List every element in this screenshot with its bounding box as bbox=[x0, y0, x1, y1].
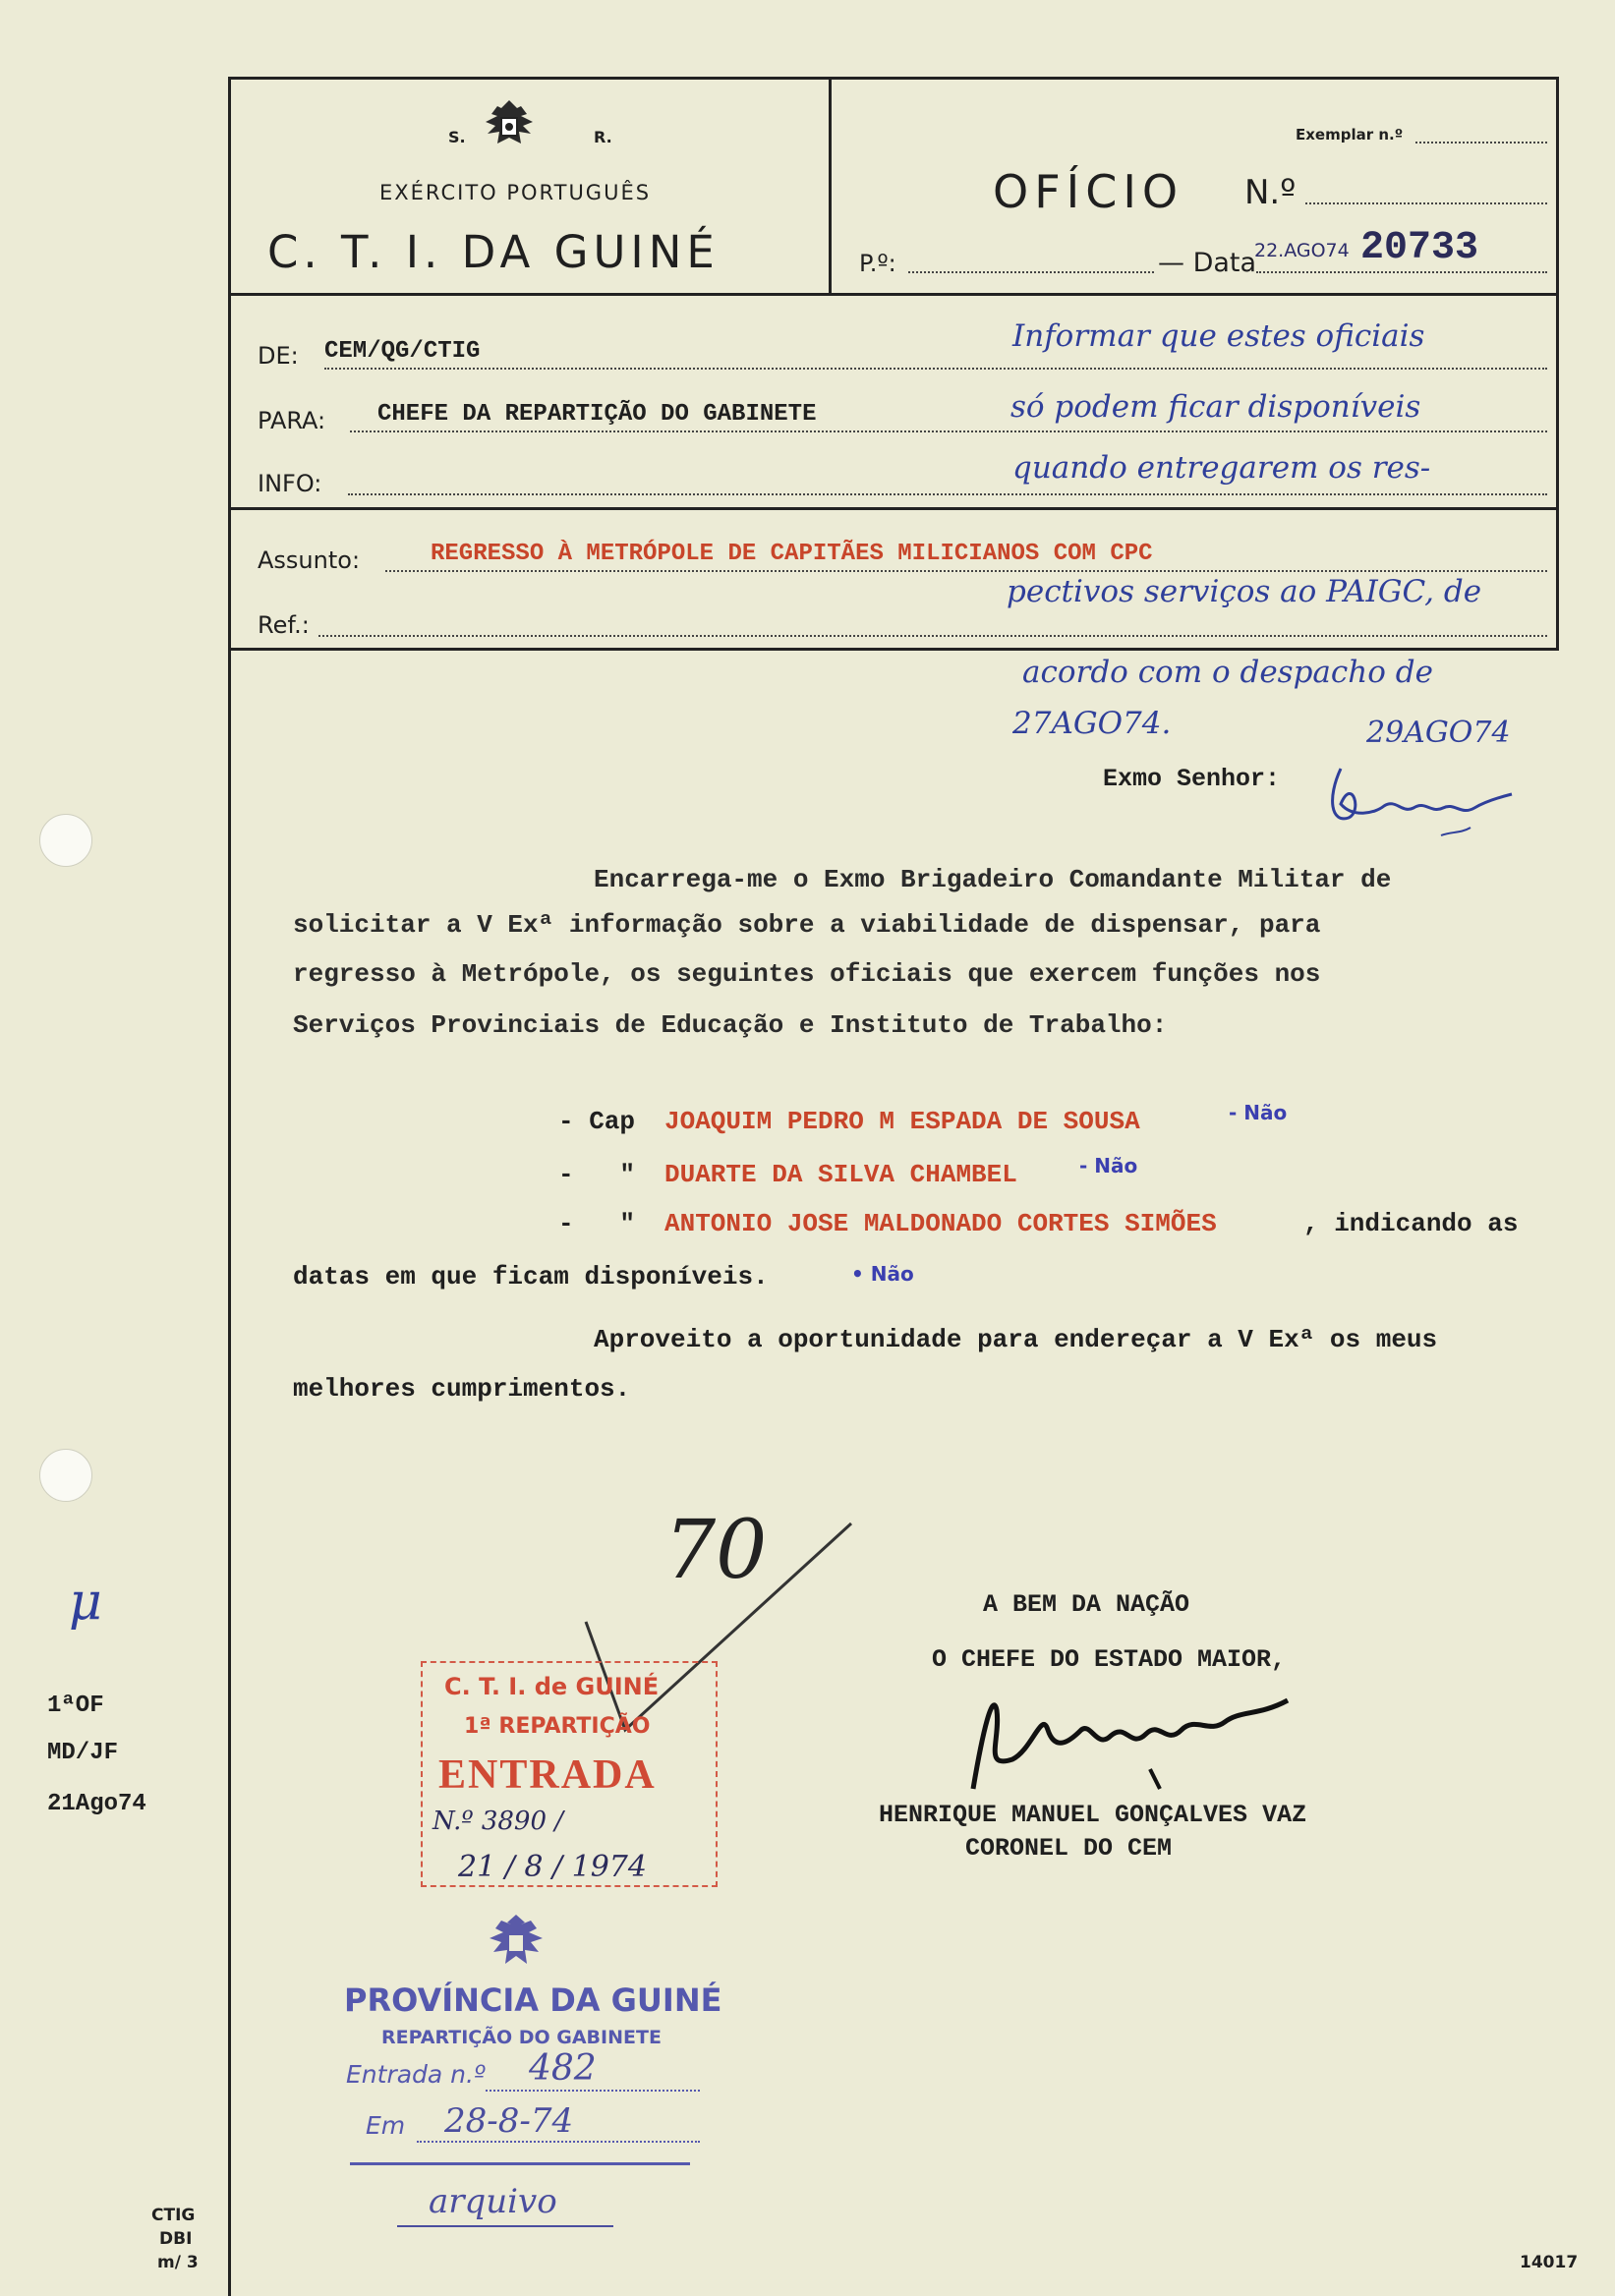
provincia-crest-icon bbox=[482, 1911, 550, 1972]
provincia-entrada-line bbox=[486, 2090, 700, 2092]
entrada-stamp-date: 21 / 8 / 1974 bbox=[458, 1850, 647, 1884]
paragraph1-line1: Encarrega-me o Exmo Brigadeiro Comandante Militar de bbox=[594, 865, 1392, 894]
unit-title: C. T. I. DA GUINÉ bbox=[267, 226, 720, 278]
closing-line2: melhores cumprimentos. bbox=[293, 1374, 631, 1404]
subject-handnote-3: 27AGO74. bbox=[1012, 706, 1172, 741]
signatory-rank: CORONEL DO CEM bbox=[965, 1834, 1173, 1863]
info-label: INFO: bbox=[258, 470, 322, 497]
de-line bbox=[324, 368, 1547, 370]
header-divider-2 bbox=[228, 507, 1556, 510]
routing-handnote-3: quando entregarem os res- bbox=[1012, 450, 1431, 486]
assunto-line bbox=[385, 570, 1547, 572]
para-line bbox=[350, 430, 1547, 432]
paragraph1-line3: regresso à Metrópole, os seguintes oficiais que exercem funções nos bbox=[293, 959, 1321, 989]
officer-1-name: JOAQUIM PEDRO M ESPADA DE SOUSA bbox=[664, 1107, 1140, 1136]
handwritten-number: 70 bbox=[664, 1504, 768, 1597]
de-value: CEM/QG/CTIG bbox=[324, 338, 481, 365]
subject-handnote-1: pectivos serviços ao PAIGC, de bbox=[1007, 574, 1482, 609]
de-label: DE: bbox=[258, 342, 299, 370]
margin-line-2: MD/JF bbox=[47, 1740, 119, 1766]
header-divider-1 bbox=[228, 293, 1556, 296]
assunto-label: Assunto: bbox=[258, 546, 361, 574]
punch-hole-bottom bbox=[39, 1449, 92, 1502]
provincia-scribble-line bbox=[397, 2225, 613, 2227]
form-code-line-1: CTIG bbox=[151, 2206, 196, 2225]
entrada-stamp-line2: 1ª REPARTIÇÃO bbox=[464, 1714, 651, 1739]
routing-handnote-2: só podem ficar disponíveis bbox=[1010, 389, 1421, 425]
provincia-em-line bbox=[417, 2141, 700, 2143]
entrada-stamp-title: ENTRADA bbox=[438, 1752, 657, 1798]
signatory-name: HENRIQUE MANUEL GONÇALVES VAZ bbox=[879, 1801, 1307, 1829]
punch-hole-top bbox=[39, 814, 92, 867]
routing-handnote-1: Informar que estes oficiais bbox=[1012, 318, 1425, 354]
para-label: PARA: bbox=[258, 407, 326, 434]
seal-r-letter: R. bbox=[594, 128, 612, 146]
exemplar-label: Exemplar n.º bbox=[1296, 126, 1404, 144]
exemplar-line bbox=[1415, 142, 1547, 144]
numero-line bbox=[1305, 202, 1547, 204]
ref-label: Ref.: bbox=[258, 611, 310, 639]
provincia-line1: PROVÍNCIA DA GUINÉ bbox=[344, 1981, 722, 2019]
coat-of-arms-icon bbox=[478, 96, 541, 155]
provincia-line2: REPARTIÇÃO DO GABINETE bbox=[381, 2027, 662, 2048]
provincia-entrada-value: 482 bbox=[529, 2048, 597, 2089]
datas-line: datas em que ficam disponíveis. bbox=[293, 1262, 769, 1292]
handwritten-signature bbox=[953, 1671, 1327, 1808]
closing-line1: Aproveito a oportunidade para endereçar a V Exª os meus bbox=[594, 1325, 1438, 1354]
officer-2-name: DUARTE DA SILVA CHAMBEL bbox=[664, 1160, 1017, 1189]
entrada-stamp bbox=[421, 1661, 718, 1887]
p-line bbox=[908, 271, 1154, 273]
subject-side-date: 29AGO74 bbox=[1366, 716, 1511, 750]
data-label: — Data bbox=[1158, 248, 1257, 278]
officer-3-prefix: - " bbox=[558, 1209, 636, 1238]
subject-handnote-2: acordo com o despacho de bbox=[1022, 655, 1433, 690]
entrada-stamp-number: N.º 3890 / bbox=[433, 1807, 564, 1836]
paragraph1-line2: solicitar a V Exª informação sobre a viabilidade de dispensar, para bbox=[293, 910, 1321, 940]
officer-3-suffix: , indicando as bbox=[1303, 1209, 1519, 1238]
seal-s-letter: S. bbox=[448, 128, 466, 146]
officer-1-note: - Não bbox=[1229, 1101, 1288, 1124]
header-divider-vertical bbox=[829, 77, 832, 295]
officer-2-note: - Não bbox=[1079, 1154, 1138, 1177]
officer-3-name: ANTONIO JOSE MALDONADO CORTES SIMÕES bbox=[664, 1209, 1217, 1238]
provincia-scribble: arquivo bbox=[429, 2182, 557, 2221]
form-number: 14017 bbox=[1520, 2253, 1579, 2272]
margin-line-1: 1ªOF bbox=[47, 1693, 104, 1719]
signatory-role: O CHEFE DO ESTADO MAIOR, bbox=[932, 1645, 1287, 1674]
data-line bbox=[1256, 271, 1547, 273]
p-label: P.º: bbox=[859, 250, 896, 277]
margin-mark: μ bbox=[69, 1573, 102, 1632]
provincia-em-label: Em bbox=[366, 2111, 406, 2140]
oficio-label: OFÍCIO bbox=[993, 165, 1184, 218]
para-value: CHEFE DA REPARTIÇÃO DO GABINETE bbox=[377, 401, 817, 428]
form-code-line-2: DBI bbox=[159, 2229, 193, 2249]
paragraph1-line4: Serviços Provinciais de Educação e Instituto de Trabalho: bbox=[293, 1010, 1168, 1040]
entrada-stamp-line1: C. T. I. de GUINÉ bbox=[444, 1673, 660, 1700]
numero-label: N.º bbox=[1244, 173, 1297, 212]
form-code-line-3: m/ 3 bbox=[157, 2253, 199, 2272]
initials-scribble bbox=[1323, 749, 1529, 857]
officer-2-prefix: - " bbox=[558, 1160, 636, 1189]
assunto-value: REGRESSO À METRÓPOLE DE CAPITÃES MILICIANOS COM CPC bbox=[431, 541, 1153, 567]
provincia-box-line bbox=[350, 2162, 690, 2165]
margin-line-3: 21Ago74 bbox=[47, 1791, 146, 1817]
oficio-number: 20733 bbox=[1360, 226, 1479, 270]
info-line bbox=[348, 493, 1547, 495]
army-label: EXÉRCITO PORTUGUÊS bbox=[379, 181, 652, 204]
salutation: Exmo Senhor: bbox=[1103, 765, 1281, 793]
ref-line bbox=[318, 635, 1547, 637]
provincia-entrada-label: Entrada n.º bbox=[346, 2060, 486, 2089]
datas-note: • Não bbox=[851, 1262, 914, 1286]
provincia-em-value: 28-8-74 bbox=[444, 2101, 574, 2141]
date-stamp: 22.AGO74 bbox=[1254, 240, 1350, 261]
motto: A BEM DA NAÇÃO bbox=[983, 1590, 1190, 1619]
officer-1-prefix: - Cap bbox=[558, 1107, 636, 1136]
